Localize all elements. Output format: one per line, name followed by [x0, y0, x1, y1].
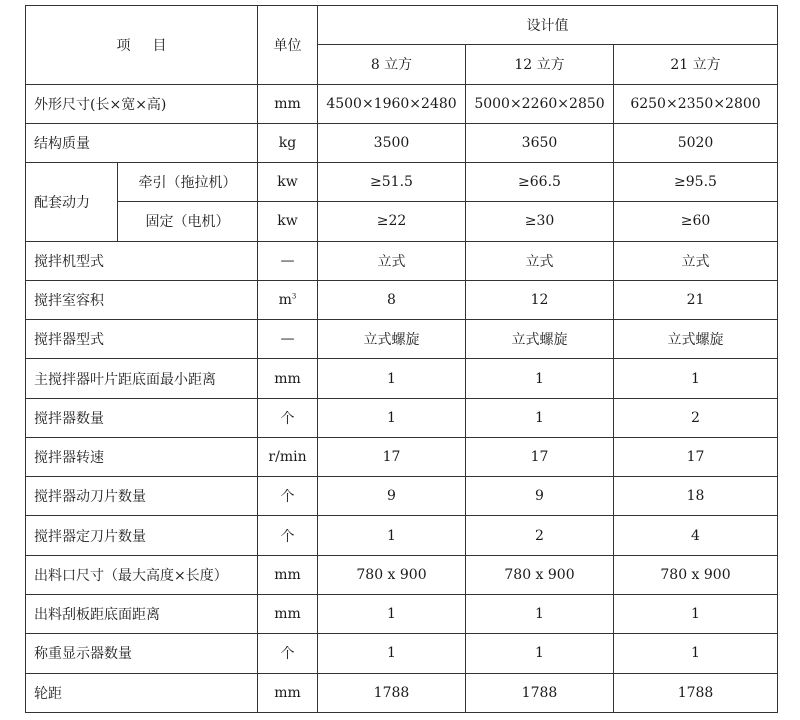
- value-chamber-volume-21: 21: [614, 280, 778, 319]
- unit-mass: kg: [258, 123, 318, 162]
- unit-moving-blades: 个: [258, 477, 318, 516]
- unit-blade-clearance: mm: [258, 359, 318, 398]
- value-moving-blades-8: 9: [318, 477, 466, 516]
- value-scraper-clearance-12: 1: [466, 594, 614, 633]
- unit-power-fixed: kw: [258, 202, 318, 241]
- spec-table: [25, 5, 778, 713]
- unit-wheelbase: mm: [258, 673, 318, 712]
- row-dimensions: [26, 84, 778, 123]
- row-chamber-volume: [26, 280, 778, 319]
- value-power-fixed-21: ≥60: [614, 202, 778, 241]
- value-agitator-type-8: 立式螺旋: [318, 320, 466, 359]
- row-agitator-type: [26, 320, 778, 359]
- value-wheelbase-12: 1788: [466, 673, 614, 712]
- label-mixer-type: 搅拌机型式: [26, 241, 258, 280]
- value-chamber-volume-8: 8: [318, 280, 466, 319]
- value-agitator-speed-12: 17: [466, 437, 614, 476]
- unit-weighing-displays: 个: [258, 634, 318, 673]
- row-mass: [26, 123, 778, 162]
- value-outlet-size-12: 780 x 900: [466, 555, 614, 594]
- value-mass-12: 3650: [466, 123, 614, 162]
- label-outlet-size: 出料口尺寸（最大高度×长度）: [26, 555, 258, 594]
- value-fixed-blades-12: 2: [466, 516, 614, 555]
- label-mass: 结构质量: [26, 123, 258, 162]
- value-dimensions-21: 6250×2350×2800: [614, 84, 778, 123]
- value-power-traction-8: ≥51.5: [318, 163, 466, 202]
- label-weighing-displays: 称重显示器数量: [26, 634, 258, 673]
- value-moving-blades-21: 18: [614, 477, 778, 516]
- value-agitator-count-8: 1: [318, 398, 466, 437]
- value-chamber-volume-12: 12: [466, 280, 614, 319]
- unit-outlet-size: mm: [258, 555, 318, 594]
- unit-agitator-type: —: [258, 320, 318, 359]
- unit-power-traction: kw: [258, 163, 318, 202]
- value-power-fixed-8: ≥22: [318, 202, 466, 241]
- row-power-fixed: [26, 202, 778, 241]
- row-fixed-blades: [26, 516, 778, 555]
- value-scraper-clearance-21: 1: [614, 594, 778, 633]
- label-moving-blades: 搅拌器动刀片数量: [26, 477, 258, 516]
- value-mass-21: 5020: [614, 123, 778, 162]
- value-agitator-speed-8: 17: [318, 437, 466, 476]
- value-dimensions-8: 4500×1960×2480: [318, 84, 466, 123]
- row-outlet-size: [26, 555, 778, 594]
- value-agitator-type-21: 立式螺旋: [614, 320, 778, 359]
- label-scraper-clearance: 出料刮板距底面距离: [26, 594, 258, 633]
- row-weighing-displays: [26, 634, 778, 673]
- value-dimensions-12: 5000×2260×2850: [466, 84, 614, 123]
- value-outlet-size-21: 780 x 900: [614, 555, 778, 594]
- unit-agitator-count: 个: [258, 398, 318, 437]
- label-fixed-blades: 搅拌器定刀片数量: [26, 516, 258, 555]
- value-agitator-type-12: 立式螺旋: [466, 320, 614, 359]
- value-mixer-type-21: 立式: [614, 241, 778, 280]
- value-agitator-count-21: 2: [614, 398, 778, 437]
- label-agitator-type: 搅拌器型式: [26, 320, 258, 359]
- value-fixed-blades-8: 1: [318, 516, 466, 555]
- header-item: 项 目: [26, 6, 258, 85]
- label-agitator-count: 搅拌器数量: [26, 398, 258, 437]
- label-wheelbase: 轮距: [26, 673, 258, 712]
- row-scraper-clearance: [26, 594, 778, 633]
- value-fixed-blades-21: 4: [614, 516, 778, 555]
- header-unit: 单位: [258, 6, 318, 85]
- row-agitator-count: [26, 398, 778, 437]
- header-design-value: 设计值: [318, 6, 778, 45]
- header-row-1: [26, 6, 778, 45]
- header-model-12: 12 立方: [466, 45, 614, 84]
- value-outlet-size-8: 780 x 900: [318, 555, 466, 594]
- label-power: 配套动力: [26, 163, 118, 242]
- value-blade-clearance-21: 1: [614, 359, 778, 398]
- unit-fixed-blades: 个: [258, 516, 318, 555]
- value-moving-blades-12: 9: [466, 477, 614, 516]
- unit-scraper-clearance: mm: [258, 594, 318, 633]
- value-power-traction-21: ≥95.5: [614, 163, 778, 202]
- value-weighing-displays-8: 1: [318, 634, 466, 673]
- value-blade-clearance-12: 1: [466, 359, 614, 398]
- label-dimensions: 外形尺寸(长×宽×高): [26, 84, 258, 123]
- row-power-traction: [26, 163, 778, 202]
- label-chamber-volume: 搅拌室容积: [26, 280, 258, 319]
- value-blade-clearance-8: 1: [318, 359, 466, 398]
- row-blade-clearance: [26, 359, 778, 398]
- value-weighing-displays-21: 1: [614, 634, 778, 673]
- unit-chamber-volume: $m^3$: [258, 280, 318, 319]
- row-wheelbase: [26, 673, 778, 712]
- label-power-traction: 牵引（拖拉机）: [118, 163, 258, 202]
- header-model-21: 21 立方: [614, 45, 778, 84]
- row-moving-blades: [26, 477, 778, 516]
- row-agitator-speed: [26, 437, 778, 476]
- value-power-traction-12: ≥66.5: [466, 163, 614, 202]
- label-agitator-speed: 搅拌器转速: [26, 437, 258, 476]
- row-mixer-type: [26, 241, 778, 280]
- unit-dimensions: mm: [258, 84, 318, 123]
- label-blade-clearance: 主搅拌器叶片距底面最小距离: [26, 359, 258, 398]
- value-mixer-type-12: 立式: [466, 241, 614, 280]
- value-wheelbase-8: 1788: [318, 673, 466, 712]
- value-weighing-displays-12: 1: [466, 634, 614, 673]
- value-scraper-clearance-8: 1: [318, 594, 466, 633]
- value-mixer-type-8: 立式: [318, 241, 466, 280]
- value-power-fixed-12: ≥30: [466, 202, 614, 241]
- value-mass-8: 3500: [318, 123, 466, 162]
- value-agitator-speed-21: 17: [614, 437, 778, 476]
- label-power-fixed: 固定（电机）: [118, 202, 258, 241]
- value-wheelbase-21: 1788: [614, 673, 778, 712]
- unit-agitator-speed: r/min: [258, 437, 318, 476]
- header-model-8: 8 立方: [318, 45, 466, 84]
- value-agitator-count-12: 1: [466, 398, 614, 437]
- unit-mixer-type: —: [258, 241, 318, 280]
